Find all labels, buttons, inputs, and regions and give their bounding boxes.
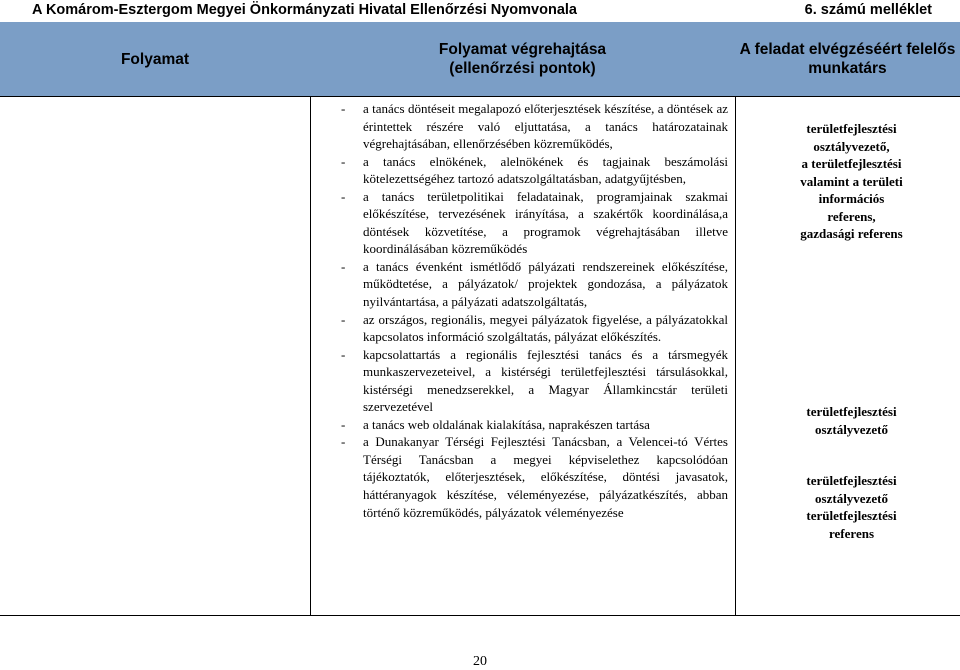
header-process-label: Folyamat xyxy=(120,50,190,68)
header-process xyxy=(0,22,310,96)
header-execution-line1: Folyamat végrehajtása xyxy=(438,41,607,58)
list-item: - a tanács döntéseit megalapozó előterjesztések készítése, a döntések az érintettek részére való eljuttatása, a tanács határozatainak végrehajtásában, ellenőrzésében közreműködés, xyxy=(341,101,728,152)
document-top-bar xyxy=(0,0,960,22)
organization-title: A Komárom-Esztergom Megyei Önkormányzati Hivatal Ellenőrzési Nyomvonala xyxy=(32,2,577,18)
responsible-block-3: területfejlesztési osztályvezető területfejlesztési referens xyxy=(806,473,897,541)
list-item: - a tanács elnökének, alelnökének és tagjainak beszámolási kötelezettségéhez tartozó adatszolgáltatásban, adatgyűjtésben, xyxy=(341,153,728,187)
header-responsible xyxy=(735,22,960,96)
list-item: - a tanács web oldalának kialakítása, naprakészen tartása xyxy=(341,416,650,432)
list-item: - a tanács évenként ismétlődő pályázati rendszereinek előkészítése, működtetése, a pályázatok/ projektek gondozása, a pályázatok nyilvántartása, a pályázati adatszolgáltatás, xyxy=(341,258,728,310)
column-divider-1 xyxy=(310,96,311,616)
process-execution-list xyxy=(338,100,728,521)
table-bottom-border xyxy=(0,615,960,616)
table-top-border xyxy=(0,96,960,97)
responsible-block-2: területfejlesztési osztályvezető xyxy=(806,404,897,437)
responsible-block-1: területfejlesztési osztályvezető, a területfejlesztési valamint a területi információs referens, gazdasági referens xyxy=(800,121,903,241)
list-item: - az országos, regionális, megyei pályázatok figyelése, a pályázatokkal kapcsolatos információ szolgáltatás, pályázat előkészítés. xyxy=(341,311,728,345)
header-responsible-line2: munkatárs xyxy=(808,60,887,77)
list-item: - a tanács területpolitikai feladatainak, programjainak szakmai előkészítése, tervezésének irányítása, a szakértők koordinálása,a döntések közvetítése, a programok végrehajtásában illetve koordinálásában közreműködés xyxy=(341,188,728,257)
list-item: - kapcsolattartás a regionális fejlesztési tanács és a társmegyék munkaszervezeteivel, a kistérségi területfejlesztési társulásokkal, kistérségi menedzserekkel, a Magyar Államkincstár területi szervezetével xyxy=(341,346,728,415)
header-execution xyxy=(310,22,735,96)
annex-label: 6. számú melléklet xyxy=(804,2,932,18)
header-execution-line2: (ellenőrzési pontok) xyxy=(449,60,596,77)
column-divider-2 xyxy=(735,96,736,616)
list-item: - a Dunakanyar Térségi Fejlesztési Tanácsban, a Velencei-tó Vértes Térségi Tanácsban a megyei képviselethez kapcsolódóan tájékoztatók, előterjesztések, előkészítése, döntési javasatok, háttéranyagok készítése, véleményezése, pályázatkészítés, abban történő közreműködés, pályázatok véleményezése xyxy=(341,434,728,520)
page-number: 20 xyxy=(473,654,487,669)
table-header xyxy=(0,22,960,96)
header-responsible-line1: A feladat elvégzéséért felelős xyxy=(739,41,956,58)
